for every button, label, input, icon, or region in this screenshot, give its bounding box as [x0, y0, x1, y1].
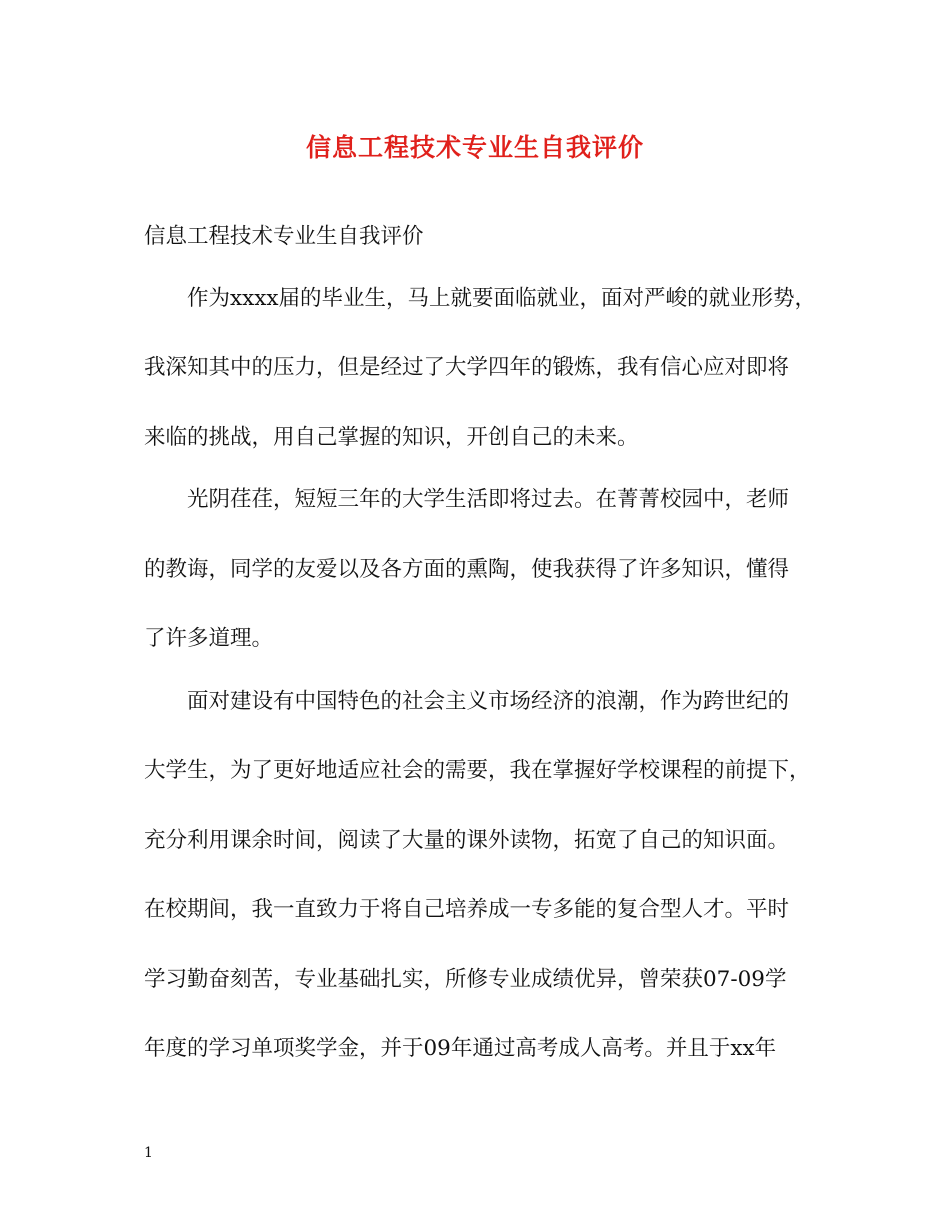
paragraph-line: 在校期间，我一直致力于将自己培养成一专多能的复合型人才。平时: [144, 897, 790, 922]
paragraph-line: 的教诲，同学的友爱以及各方面的熏陶，使我获得了许多知识，懂得: [144, 557, 790, 582]
paragraph-line: 学习勤奋刻苦，专业基础扎实，所修专业成绩优异，曾荣获07-09学: [144, 967, 787, 992]
paragraph-line: 来临的挑战，用自己掌握的知识，开创自己的未来。: [144, 425, 639, 450]
document-subtitle: 信息工程技术专业生自我评价: [144, 224, 424, 249]
paragraph-line: 面对建设有中国特色的社会主义市场经济的浪潮，作为跨世纪的: [187, 689, 790, 714]
page-number: 1: [144, 1145, 153, 1161]
paragraph-line: 作为xxxx届的毕业生，马上就要面临就业，面对严峻的就业形势，: [187, 286, 817, 311]
paragraph-line: 年度的学习单项奖学金，并于09年通过高考成人高考。并且于xx年: [144, 1036, 777, 1061]
document-title: 信息工程技术专业生自我评价: [305, 133, 644, 162]
paragraph-line: 大学生，为了更好地适应社会的需要，我在掌握好学校课程的前提下，: [144, 758, 811, 783]
paragraph-line: 了许多道理。: [144, 626, 274, 651]
paragraph-line: 光阴荏荏，短短三年的大学生活即将过去。在菁菁校园中，老师: [187, 487, 790, 512]
paragraph-line: 我深知其中的压力，但是经过了大学四年的锻炼，我有信心应对即将: [144, 355, 790, 380]
paragraph-line: 充分利用课余时间，阅读了大量的课外读物，拓宽了自己的知识面。: [144, 828, 790, 853]
